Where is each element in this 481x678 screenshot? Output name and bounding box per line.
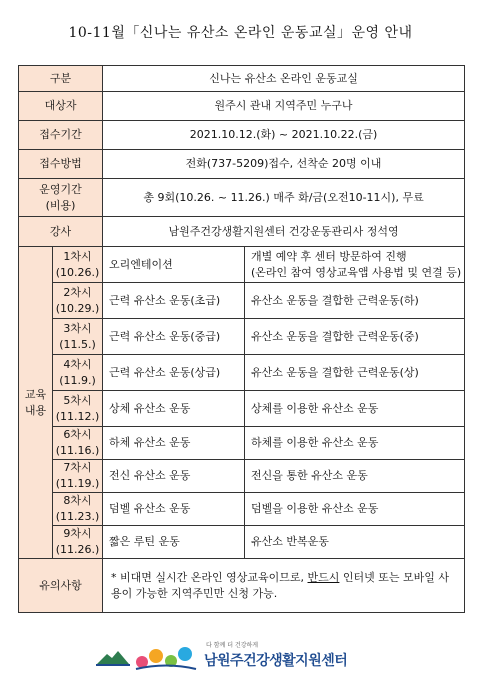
mountain-icon [96,648,130,666]
program-info-table [18,65,465,613]
session-num: 9차시 [63,527,92,541]
session-row [19,319,465,355]
row-category [19,66,465,92]
target-label: 대상자 [19,92,103,121]
session-date: (11.19.) [55,477,100,490]
notice-emphasis: 반드시 [307,570,340,584]
session-detail: 하체를 이용한 유산소 운동 [245,427,465,460]
schedule-label [19,179,103,217]
method-label: 접수방법 [19,150,103,179]
session-num: 8차시 [63,494,92,508]
education-label [19,247,53,559]
education-label-line2: 내용 [24,403,47,417]
footer-center-name: 남원주건강생활지원센터 [204,653,348,669]
session-number [53,247,103,283]
session-row [19,493,465,526]
education-label-line1: 교육 [24,387,47,401]
session-detail: 상체를 이용한 유산소 운동 [245,391,465,427]
session-date: (11.12.) [55,409,100,423]
schedule-label-line1: 운영기간 [39,182,82,196]
session-num: 7차시 [63,461,92,475]
session-detail: 유산소 운동을 결합한 근력운동(하) [245,283,465,319]
session-row [19,460,465,493]
notice-text-before: * 비대면 실시간 온라인 영상교육이므로, [111,570,308,584]
session-row [19,247,465,283]
session-row [19,355,465,391]
session-detail-line1: 개별 예약 후 센터 방문하여 진행 [251,249,407,263]
row-schedule [19,179,465,217]
session-program: 근력 유산소 운동(상급) [103,355,245,391]
target-value: 원주시 관내 지역주민 누구나 [103,92,465,121]
session-program: 하체 유산소 운동 [103,427,245,460]
category-value: 신나는 유산소 온라인 운동교실 [103,66,465,92]
session-program: 상체 유산소 운동 [103,391,245,427]
session-date: (11.9.) [59,373,96,387]
session-date: (11.5.) [59,337,96,351]
session-program: 짧은 루틴 운동 [103,526,245,559]
session-number [53,283,103,319]
session-program: 전신 유산소 운동 [103,460,245,493]
row-method [19,150,465,179]
session-num: 2차시 [63,285,92,299]
session-detail-line2: (온라인 참여 영상교육앱 사용법 및 연결 등) [251,265,462,279]
notice-text-after: 인터넷 또는 모바일 사용이 가능한 지역주민만 신청 가능. [111,570,450,600]
session-row [19,427,465,460]
session-number [53,526,103,559]
period-label: 접수기간 [19,121,103,150]
session-number [53,493,103,526]
session-detail: 전신을 통한 유산소 운동 [245,460,465,493]
notice-label: 유의사항 [19,559,103,613]
session-num: 1차시 [63,249,92,263]
schedule-value: 총 9회(10.26. ~ 11.26.) 매주 화/금(오전10-11시), 무료 [103,179,465,217]
session-detail: 유산소 운동을 결합한 근력운동(중) [245,319,465,355]
session-row [19,391,465,427]
session-row [19,526,465,559]
footer [0,638,481,674]
session-program: 오리엔테이션 [103,247,245,283]
session-program: 덤벨 유산소 운동 [103,493,245,526]
session-number [53,427,103,460]
session-number [53,319,103,355]
session-num: 6차시 [63,428,92,442]
session-num: 5차시 [63,393,92,407]
row-instructor [19,217,465,247]
row-notice [19,559,465,613]
session-detail: 유산소 운동을 결합한 근력운동(상) [245,355,465,391]
session-num: 4차시 [63,357,92,371]
row-target [19,92,465,121]
category-label: 구분 [19,66,103,92]
session-number [53,391,103,427]
row-period [19,121,465,150]
session-detail: 유산소 반복운동 [245,526,465,559]
session-program: 근력 유산소 운동(초급) [103,283,245,319]
session-number [53,460,103,493]
session-detail: 덤벨을 이용한 유산소 운동 [245,493,465,526]
session-date: (11.16.) [55,444,100,457]
footer-slogan: 다 함께 더 건강하게 [206,642,259,649]
instructor-label: 강사 [19,217,103,247]
page-title: 10-11월「신나는 유산소 온라인 운동교실」운영 안내 [68,25,413,41]
session-number [53,355,103,391]
session-date: (11.26.) [55,543,100,556]
session-row [19,283,465,319]
session-date: (10.29.) [55,301,100,315]
method-value: 전화(737-5209)접수, 선착순 20명 이내 [103,150,465,179]
notice-text [103,559,465,613]
session-detail [245,247,465,283]
period-value: 2021.10.12.(화) ~ 2021.10.22.(금) [103,121,465,150]
schedule-label-line2: (비용) [45,198,76,212]
session-program: 근력 유산소 운동(중급) [103,319,245,355]
session-date: (11.23.) [55,510,100,523]
session-num: 3차시 [63,321,92,335]
logo-icon [134,642,198,672]
session-date: (10.26.) [55,265,100,279]
instructor-value: 남원주건강생활지원센터 건강운동관리사 정석영 [103,217,465,247]
